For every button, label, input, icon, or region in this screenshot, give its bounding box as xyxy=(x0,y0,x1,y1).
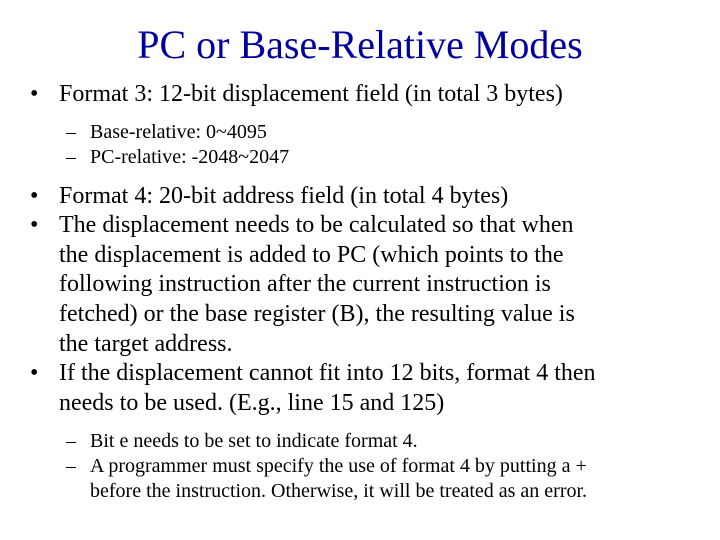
slide-content xyxy=(30,80,700,504)
bullet-item-format3 xyxy=(30,80,700,110)
sub-item-text: PC-relative: -2048~2047 xyxy=(90,145,290,168)
bullet-text-line: following instruction after the current instruction is xyxy=(59,271,551,298)
bullet-text-line: the displacement is added to PC (which points to the xyxy=(59,241,564,268)
sub-item-text-line: before the instruction. Otherwise, it will be treated as an error. xyxy=(90,480,588,503)
sub-item-text-line: A programmer must specify the use of format 4 by putting a + xyxy=(90,455,587,478)
bullet-item-displacement xyxy=(30,211,700,359)
bullet-text: Format 4: 20-bit address field (in total 4 bytes) xyxy=(59,182,509,209)
sub-item-bit-e xyxy=(30,429,700,454)
sub-item-text: Base-relative: 0~4095 xyxy=(90,120,267,143)
bullet-text-line: If the displacement cannot fit into 12 bits, format 4 then xyxy=(59,360,596,387)
bullet-text-line: The displacement needs to be calculated so that when xyxy=(59,212,574,239)
bullet-item-format4-required xyxy=(30,359,700,418)
bullet-icon: • xyxy=(30,360,39,387)
bullet-text-line: fetched) or the base register (B), the resulting value is xyxy=(59,300,575,327)
dash-icon: – xyxy=(66,120,76,143)
dash-icon: – xyxy=(66,430,76,453)
bullet-text: Format 3: 12-bit displacement field (in total 3 bytes) xyxy=(59,81,563,107)
bullet-item-format4 xyxy=(30,182,700,212)
bullet-icon: • xyxy=(30,81,39,107)
bullet-icon: • xyxy=(30,212,39,239)
bullet-text-line: the target address. xyxy=(59,330,233,357)
dash-icon: – xyxy=(66,145,76,168)
sub-item-base-relative xyxy=(30,120,700,145)
dash-icon: – xyxy=(66,455,76,478)
bullet-icon: • xyxy=(30,182,39,209)
sub-item-pc-relative xyxy=(30,145,700,170)
sub-item-programmer-plus xyxy=(30,454,700,504)
sub-item-text: Bit e needs to be set to indicate format 4. xyxy=(90,430,418,453)
bullet-text-line: needs to be used. (E.g., line 15 and 125) xyxy=(59,389,445,416)
slide-title: PC or Base-Relative Modes xyxy=(137,22,583,67)
